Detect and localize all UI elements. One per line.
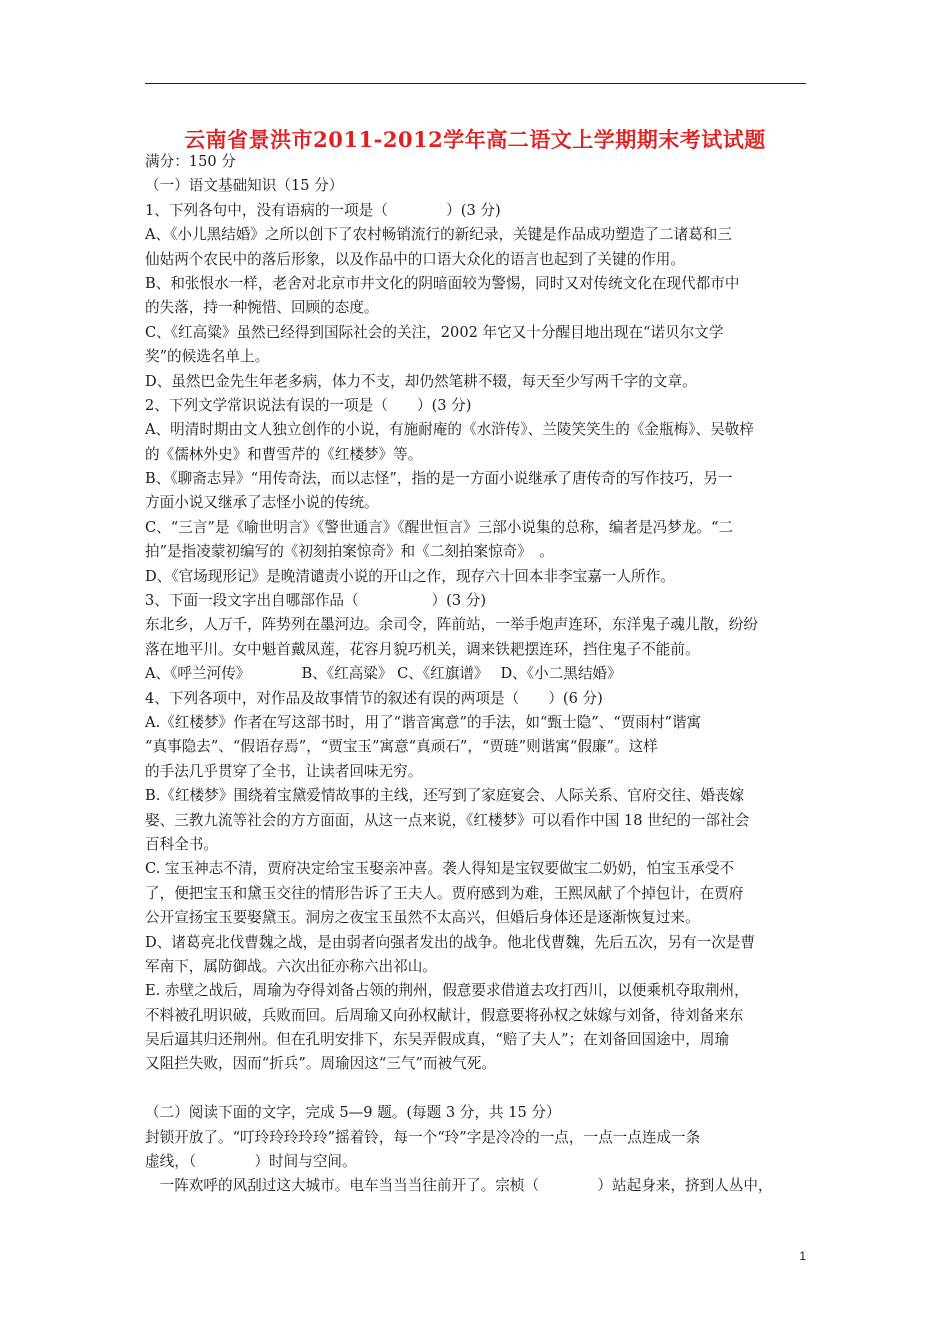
text-line: 虚线，（ ）时间与空间。: [145, 1153, 357, 1171]
text-line: 一阵欢呼的风刮过这大城市。电车当当当往前开了。宗桢（ ）站起身来，挤到人丛中，: [145, 1177, 773, 1195]
text-line: 娶、三教九流等社会的方方面面，从这一点来说，《红楼梦》可以看作中国 18 世纪的一部社会: [145, 811, 750, 829]
text-line: B、和张恨水一样，老舍对北京市井文化的阴暗面较为警惕，同时又对传统文化在现代都市中: [145, 274, 740, 292]
text-line: 的《儒林外史》和曹雪芹的《红楼梦》等。: [145, 445, 423, 463]
text-line: C、《红高粱》虽然已经得到国际社会的关注，2002 年它又十分醒目地出现在“诺贝尔文学: [145, 323, 724, 341]
text-line: 的手法几乎贯穿了全书，让读者回味无穷。: [145, 762, 423, 780]
text-line: B、《聊斋志异》“用传奇法，而以志怪”，指的是一方面小说继承了唐传奇的写作技巧，另一: [145, 470, 733, 488]
text-line: 吴后逼其归还荆州。但在孔明安排下，东吴弄假成真，“赔了夫人”；在刘备回国途中，周瑜: [145, 1031, 730, 1049]
text-line: A.《红楼梦》作者在写这部书时，用了“谐音寓意”的手法，如“甄士隐”、“贾雨村”谐寓: [145, 713, 702, 731]
text-line: 了，便把宝玉和黛玉交往的情形告诉了王夫人。贾府感到为难，王熙凤献了个掉包计，在贾府: [145, 884, 744, 902]
text-line: 封锁开放了。“叮玲玲玲玲玲”摇着铃，每一个“玲”字是冷冷的一点，一点一点连成一条: [145, 1128, 701, 1146]
document-body: [145, 150, 810, 1199]
text-line: B.《红楼梦》围绕着宝黛爱情故事的主线，还写到了家庭宴会、人际关系、官府交往、婚丧嫁: [145, 787, 745, 805]
document-title: 云南省景洪市2011-2012学年高二语文上学期期末考试试题: [184, 127, 766, 152]
text-line: 的失落，持一种惋惜、回顾的态度。: [145, 299, 379, 317]
text-line: 拍”是指凌蒙初编写的《初刻拍案惊奇》和《二刻拍案惊奇》 。: [145, 543, 554, 561]
text-line: D、诸葛亮北伐曹魏之战，是由弱者向强者发出的战争。他北伐曹魏，先后五次，另有一次是曹: [145, 933, 756, 951]
text-line: 方面小说又继承了志怪小说的传统。: [145, 494, 379, 512]
text-line: 百科全书。: [145, 835, 218, 853]
text-line: 2、下列文学常识说法有误的一项是（ ）(3 分): [145, 396, 472, 414]
text-line: E. 赤壁之战后，周瑜为夺得刘备占领的荆州，假意要求借道去攻打西川，以便乘机夺取荆州，: [145, 982, 749, 1000]
text-line: 满分：150 分: [145, 153, 236, 170]
text-line: 1、下列各句中，没有语病的一项是（ ）(3 分): [145, 201, 501, 219]
text-line: C. 宝玉神志不清，贾府决定给宝玉娶亲冲喜。袭人得知是宝钗要做宝二奶奶，怕宝玉承受不: [145, 860, 735, 878]
text-line: 又阻拦失败，因而“折兵”。周瑜因这“三气”而被气死。: [145, 1055, 496, 1073]
text-line: 东北乡，人万千，阵势列在墨河边。余司令，阵前站，一举手炮声连环，东洋鬼子魂儿散，纷纷: [145, 616, 758, 634]
text-line: 3、下面一段文字出自哪部作品（ ）(3 分): [145, 592, 487, 610]
text-line: 军南下，属防御战。六次出征亦称六出祁山。: [145, 957, 437, 975]
text-line: A、明清时期由文人独立创作的小说，有施耐庵的《水浒传》、兰陵笑笑生的《金瓶梅》、吴敬梓: [145, 421, 754, 439]
text-line: “真事隐去”、“假语存焉”，“贾宝玉”寓意“真顽石”，“贾琏”则谐寓“假廉”。这样: [145, 738, 658, 756]
text-line: 仙姑两个农民中的落后形象，以及作品中的口语大众化的语言也起到了关键的作用。: [145, 250, 685, 268]
text-line: D、《官场现形记》是晚清谴责小说的开山之作，现存六十回本非李宝嘉一人所作。: [145, 567, 675, 585]
text-line: 落在地平川。女中魁首戴凤莲，花容月貌巧机关，调来铁耙摆连环，挡住鬼子不能前。: [145, 640, 700, 658]
text-line: D、虽然巴金先生年老多病，体力不支，却仍然笔耕不辍，每天至少写两千字的文章。: [145, 372, 697, 390]
text-line: 奖”的候选名单上。: [145, 348, 270, 366]
text-line: C、“三言”是《喻世明言》《警世通言》《醒世恒言》三部小说集的总称，编者是冯梦龙。“二: [145, 518, 734, 536]
page-number: 1: [799, 1249, 806, 1263]
text-line: A、《呼兰河传》 B、《红高粱》 C、《红旗谱》 D、《小二黑结婚》: [145, 665, 622, 683]
text-line: 公开宣扬宝玉要娶黛玉。洞房之夜宝玉虽然不太高兴，但婚后身体还是逐渐恢复过来。: [145, 909, 700, 927]
header-rule: [145, 83, 806, 84]
text-line: （一）语文基础知识（15 分）: [145, 177, 344, 195]
text-line: 不料被孔明识破，兵败而回。后周瑜又向孙权献计，假意要将孙权之妹嫁与刘备，待刘备来东: [145, 1006, 744, 1024]
text-line: A、《小儿黑结婚》之所以创下了农村畅销流行的新纪录，关键是作品成功塑造了二诸葛和三: [145, 226, 732, 244]
section-heading: （二）阅读下面的文字，完成 5—9 题。(每题 3 分，共 15 分）: [145, 1104, 561, 1122]
text-line: 4、下列各项中，对作品及故事情节的叙述有误的两项是（ ）(6 分): [145, 689, 603, 707]
